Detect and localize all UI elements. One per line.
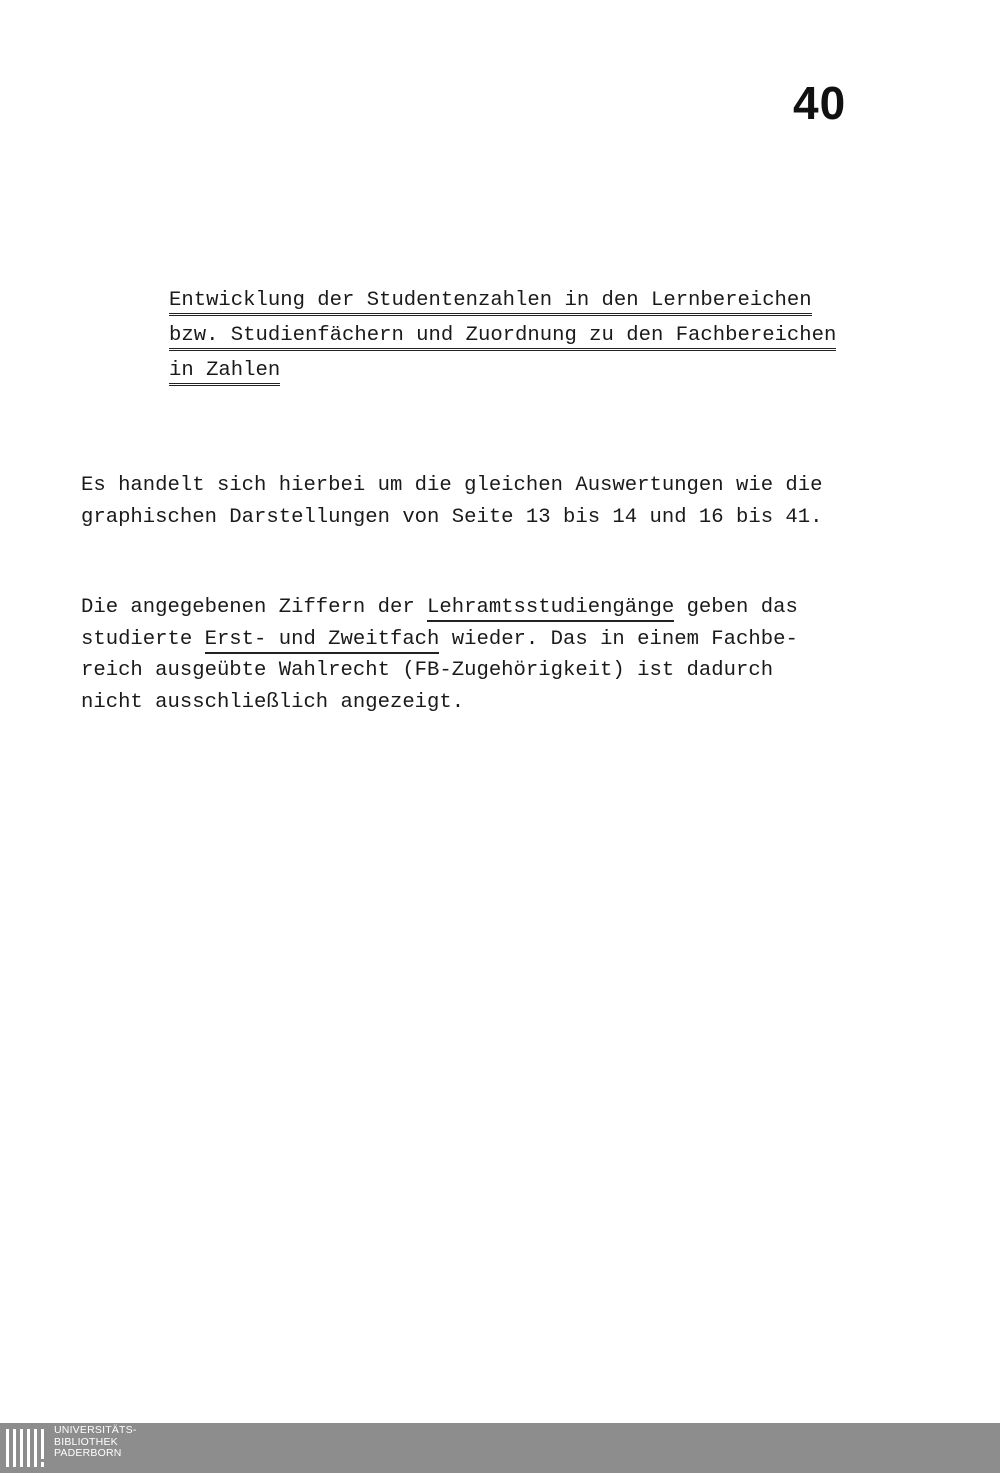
document-heading	[169, 285, 869, 390]
library-name-line: UNIVERSITÄTS-	[54, 1424, 137, 1436]
paragraph-teaching-degrees	[81, 592, 861, 718]
library-footer-bar	[0, 1423, 1000, 1473]
text-segment: geben das	[674, 596, 798, 619]
library-name-line: PADERBORN	[54, 1447, 122, 1459]
library-name	[54, 1425, 137, 1460]
underlined-term-erst-und-zweitfach: Erst- und Zweitfach	[205, 628, 440, 654]
library-name-line: BIBLIOTHEK	[54, 1435, 118, 1448]
paragraph-line: nicht ausschließlich angezeigt.	[81, 690, 465, 714]
page-number: 40	[793, 77, 847, 129]
library-barcode-logo-icon	[4, 1427, 46, 1469]
paragraph-line	[81, 592, 861, 624]
heading-line-1: Entwicklung der Studentenzahlen in den Lernbereichen	[169, 288, 812, 316]
text-segment: Die angegebenen Ziffern der	[81, 596, 428, 619]
paragraph-line	[81, 624, 861, 656]
paragraph-evaluations	[81, 470, 861, 533]
underlined-term-lehramtsstudiengaenge: Lehramtsstudiengänge	[427, 596, 674, 622]
text-segment: studierte	[81, 627, 205, 651]
paragraph-line: graphischen Darstellungen von Seite 13 bis 14 und 16 bis 41.	[81, 505, 823, 529]
paragraph-line: Es handelt sich hierbei um die gleichen Auswertungen wie die	[81, 474, 823, 497]
text-segment: wieder. Das in einem Fachbe-	[439, 627, 798, 651]
heading-line-3: in Zahlen	[169, 358, 280, 386]
heading-line-2: bzw. Studienfächern und Zuordnung zu den Fachbereichen	[169, 323, 836, 351]
paragraph-line: reich ausgeübte Wahlrecht (FB-Zugehörigkeit) ist dadurch	[81, 659, 774, 682]
